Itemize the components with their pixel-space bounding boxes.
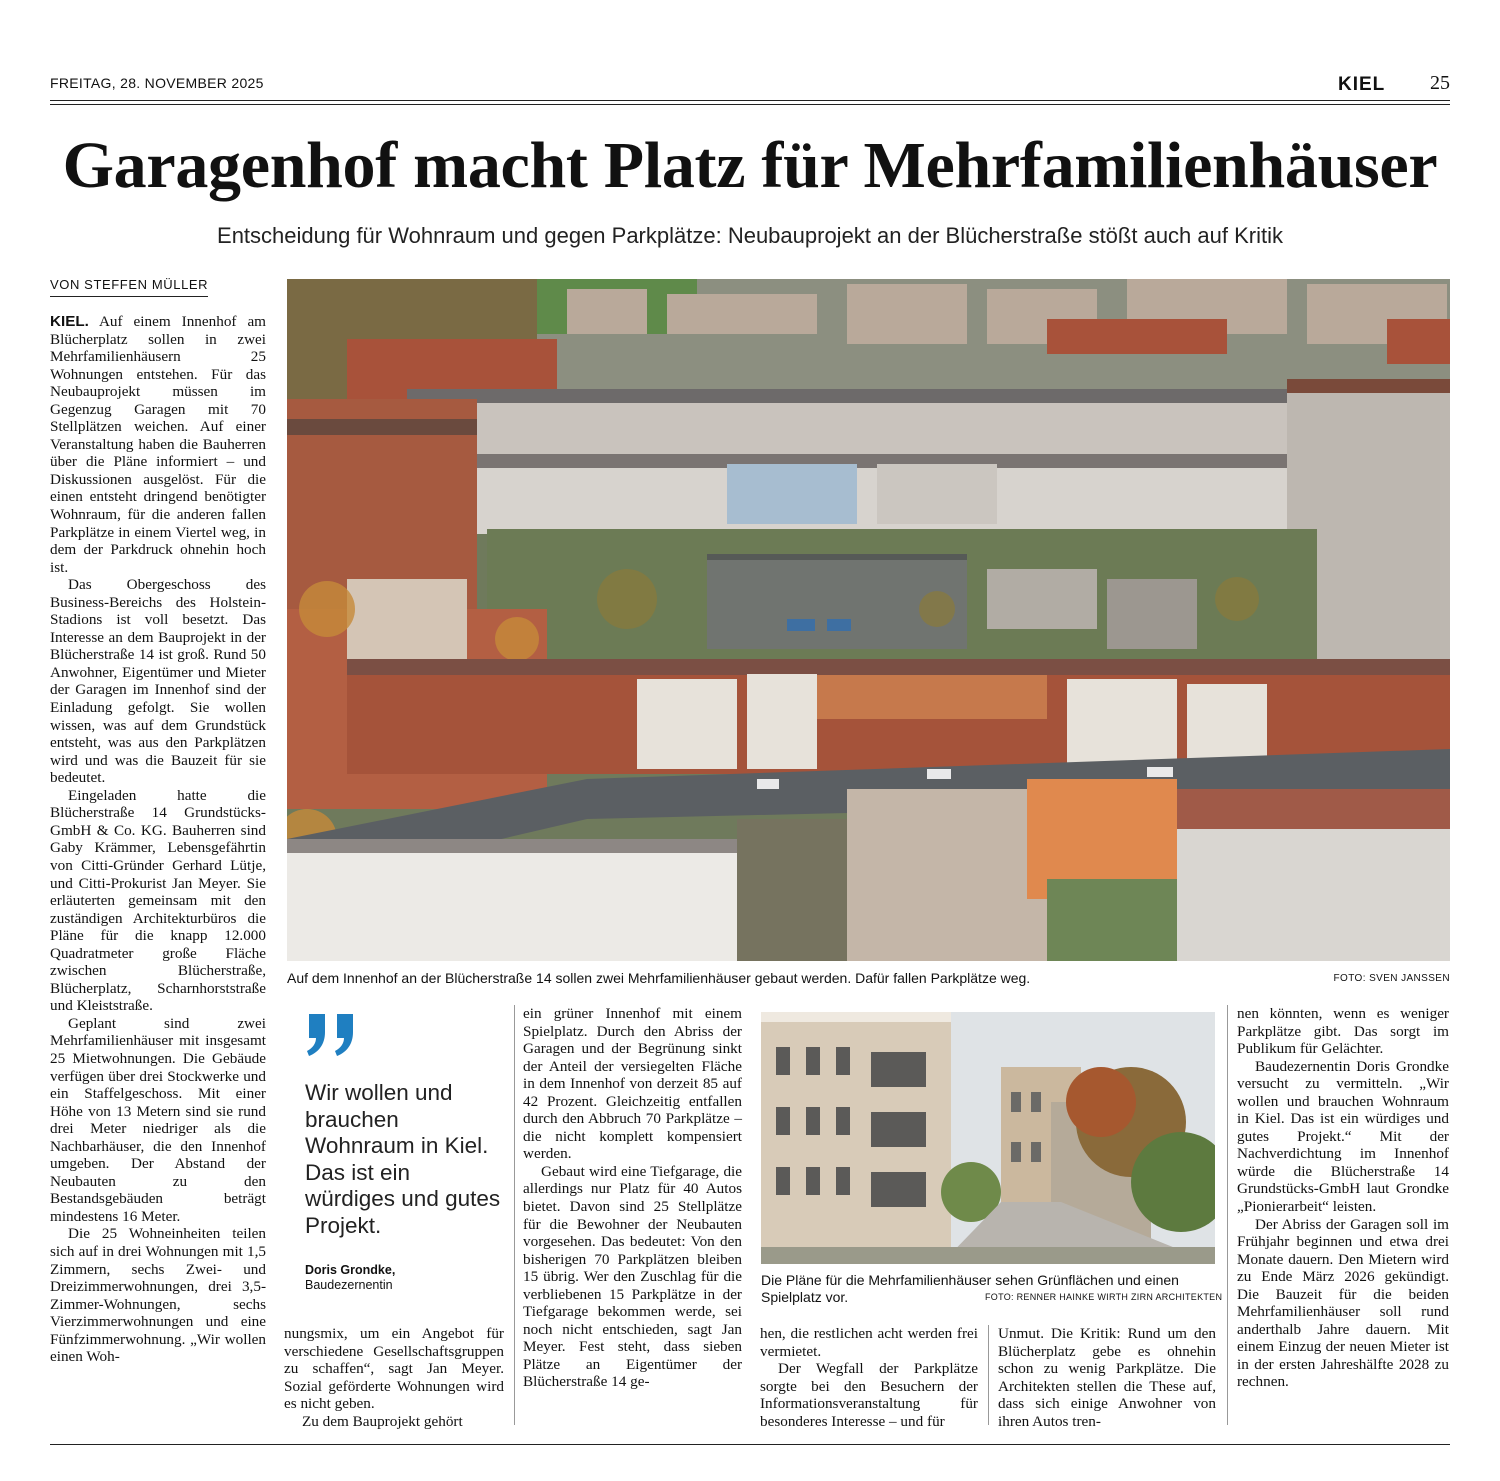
- paragraph: ein grüner Innenhof mit einem Spielplatz. Durch den Abriss der Garagen und der Begrünung sinkt der Anteil der versiegelten Fläche in dem Innenhof von derzeit 85 auf 42 Prozent. Gleichzeitig entfallen durch den Abbruch 70 Parkplätze – die nicht komplett kompensiert werden.: [523, 1005, 742, 1163]
- paragraph: Gebaut wird eine Tiefgarage, die allerdings nur Platz für 40 Autos bietet. Davon sind 25 Stellplätze für die Bewohner der Neubauten vorgesehen. Das bedeutet: Von den bisherigen 70 Parkplätzen bleiben 15 übrig. Wer den Zuschlag für die verbliebenen 15 Parkplätze in der Tiefgarage bekommen werde, sei noch nicht entschieden, sagt Jan Meyer. Fest steht, dass sieben Plätze an Eigentümer der Blücherstraße 14 ge-: [523, 1162, 742, 1391]
- paragraph: Geplant sind zwei Mehrfamilienhäuser mit insgesamt 25 Mietwohnungen. Die Gebäude verfügen über drei Stockwerke und ein Staffelgeschoss. Mit einer Höhe von 13 Metern sind sie rund drei Meter niedriger als die Nachbarhäuser, die den Innenhof umgeben. Der Abstand der Neubauten zu den Bestandsgebäuden beträgt mindestens 16 Meter.: [50, 1014, 266, 1225]
- paragraph: Der Wegfall der Parkplätze sorgte bei den Besuchern der Informationsveranstaltung für besonderes Interesse – und für: [760, 1360, 978, 1430]
- column-divider: [988, 1325, 989, 1425]
- pullquote-role: Baudezernentin: [305, 1278, 393, 1292]
- architect-rendering: [761, 1012, 1215, 1264]
- article-column-2: [284, 1325, 504, 1430]
- pullquote-text: Wir wollen und brauchen Wohnraum in Kiel. Das ist ein würdiges und gutes Projekt.: [305, 1080, 501, 1238]
- page-number: 25: [1430, 72, 1450, 94]
- paragraph: Eingeladen hatte die Blücherstraße 14 Grundstücks-GmbH & Co. KG. Bauherren sind Gaby Krämmer, Lebensgefährtin von Citti-Gründer Gerhard Lütje, und Citti-Prokurist Jan Meyer. Sie erläuterten gemeinsam mit den zuständigen Architekturbüros die Pläne für die knapp 12.000 Quadratmeter große Fläche zwischen Blücherstraße, Blücherplatz, Scharnhorststraße und Kleiststraße.: [50, 786, 266, 1015]
- section-name: KIEL: [1338, 74, 1386, 95]
- paragraph: [50, 313, 266, 576]
- quote-icon: [305, 1010, 365, 1070]
- paragraph: Zu dem Bauprojekt gehört: [302, 1412, 463, 1430]
- headline: Garagenhof macht Platz für Mehrfamilienhäuser: [62, 129, 1438, 202]
- paragraph: Der Abriss der Garagen soll im Frühjahr beginnen und etwa drei Monate dauern. Den Mietern wird zu Ende März 2026 gekündigt. Die Bauzeit für die beiden Mehrfamilienhäuser soll rund anderthalb Jahre dauern. Mit einem Einzug der neuen Mieter ist in der ersten Jahreshälfte 2028 zu rechnen.: [1237, 1215, 1449, 1391]
- paragraph: nen könnten, wenn es weniger Parkplätze gibt. Das sorgt im Publikum für Gelächter.: [1237, 1005, 1449, 1058]
- column-divider: [1227, 1005, 1228, 1425]
- article-column-4: [760, 1325, 978, 1430]
- article-column-1: [50, 313, 266, 1366]
- paragraph: Das Obergeschoss des Business-Bereichs des Holstein-Stadions ist voll besetzt. Das Interesse an dem Bauprojekt in der Blücherstraße 14 ist groß. Rund 50 Anwohner, Eigentümer und Mieter der Garagen im Innenhof sind der Einladung gefolgt. Sie wollen wissen, was auf dem Grundstück entsteht, was aus den Parkplätzen wird und was die Bauzeit für sie bedeutet.: [50, 576, 266, 787]
- paragraph: Die 25 Wohneinheiten teilen sich auf in drei Wohnungen mit 1,5 Zimmern, sechs Zwei- und Dreizimmerwohnungen, drei 3,5-Zimmer-Wohnungen, sechs Vierzimmerwohnungen und eine Fünfzimmerwohnung. „Wir wollen einen Woh-: [50, 1225, 266, 1366]
- main-photo-caption: Auf dem Innenhof an der Blücherstraße 14 sollen zwei Mehrfamilienhäuser gebaut werden. Dafür fallen Parkplätze weg.: [287, 970, 1031, 986]
- paragraph: hen, die restlichen acht werden frei vermietet.: [760, 1325, 978, 1360]
- paragraph-text: Auf einem Innenhof am Blücherplatz sollen in zwei Mehrfamilienhäusern 25 Wohnungen entstehen. Für das Neubauprojekt müssen im Gegenzug Garagen mit 70 Stellplätzen weichen. Auf einer Veranstaltung haben die Bauherren über die Pläne informiert – und Diskussionen ausgelöst. Für die einen entsteht dringend benötigter Wohnraum, für die anderen fallen Parkplätze in einem Viertel weg, in dem der Parkdruck ohnehin hoch ist.: [50, 313, 266, 576]
- article-column-3: [523, 1005, 742, 1391]
- byline: VON STEFFEN MÜLLER: [50, 277, 208, 297]
- dateline: KIEL.: [50, 313, 89, 330]
- pullquote-name: Doris Grondke,: [305, 1263, 396, 1277]
- main-aerial-photo: [287, 279, 1450, 961]
- rendering-caption: Die Pläne für die Mehrfamilienhäuser sehen Grünflächen und einen Spielplatz vor.: [761, 1272, 1179, 1305]
- bottom-rule: [50, 1444, 1450, 1445]
- masthead-rule: [50, 100, 1450, 101]
- subheadline: Entscheidung für Wohnraum und gegen Parkplätze: Neubauprojekt an der Blücherstraße stößt auch auf Kritik: [217, 223, 1283, 248]
- article-column-6: [1237, 1005, 1449, 1391]
- paragraph: Unmut. Die Kritik: Rund um den Blücherplatz gebe es ohnehin schon zu wenig Parkplätze. Die Architekten stellen die These auf, dass sich einige Anwohner von ihren Autos tren-: [998, 1325, 1216, 1430]
- main-photo-credit: FOTO: SVEN JANSSEN: [1333, 973, 1450, 984]
- column-divider: [514, 1005, 515, 1425]
- masthead-rule-2: [50, 104, 1450, 105]
- paragraph: nungsmix, um ein Angebot für verschiedene Gesellschaftsgruppen zu schaffen“, sagt Jan Meyer. Sozial geförderte Wohnungen wird es nicht geben.: [284, 1325, 504, 1413]
- paragraph: Baudezernentin Doris Grondke versucht zu vermitteln. „Wir wollen und brauchen Wohnraum in Kiel. Das ist ein würdiges und gutes Projekt.“ Mit der Nachverdichtung im Innenhof würde die Blücherstraße 14 Grundstücks-GmbH laut Grondke „Pionierarbeit“ leisten.: [1237, 1057, 1449, 1216]
- rendering-credit: FOTO: RENNER HAINKE WIRTH ZIRN ARCHITEKTEN: [985, 1292, 1223, 1302]
- issue-date: FREITAG, 28. NOVEMBER 2025: [50, 75, 264, 91]
- article-column-5: [998, 1325, 1216, 1430]
